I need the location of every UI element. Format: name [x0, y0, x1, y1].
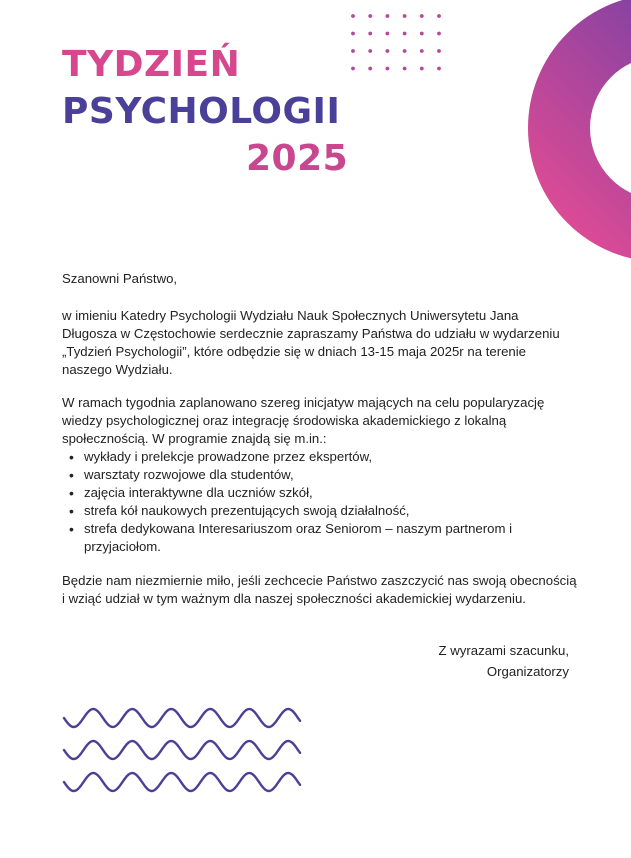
decorative-dot	[437, 49, 441, 53]
decorative-dot	[368, 67, 372, 71]
decorative-waves	[62, 700, 302, 804]
list-item: • wykłady i prelekcje prowadzone przez ekspertów,	[62, 448, 577, 466]
decorative-dot-grid	[349, 12, 441, 74]
decorative-dot	[437, 32, 441, 36]
decorative-dot	[420, 14, 424, 18]
decorative-dot	[403, 14, 407, 18]
decorative-dot	[437, 67, 441, 71]
decorative-dot	[420, 32, 424, 36]
closing-regards: Z wyrazami szacunku,	[438, 643, 569, 658]
greeting: Szanowni Państwo,	[62, 271, 178, 286]
list-item: • strefa dedykowana Interesariuszom oraz Seniorom – naszym partnerom i przyjaciołom.	[62, 520, 577, 556]
list-item: • warsztaty rozwojowe dla studentów,	[62, 466, 577, 484]
decorative-dot	[420, 67, 424, 71]
title-line-psychologii: PSYCHOLOGII	[62, 91, 341, 132]
decorative-dot	[351, 49, 355, 53]
decorative-dot	[386, 49, 390, 53]
paragraph-closing: Będzie nam niezmiernie miło, jeśli zechcecie Państwo zaszczycić nas swoją obecnością i wziąć udział w tym ważnym dla naszej społeczności akademickiej wydarzeniu.	[62, 573, 577, 606]
decorative-dot	[351, 32, 355, 36]
decorative-dot	[351, 67, 355, 71]
decorative-dot	[368, 49, 372, 53]
program-list	[62, 448, 577, 556]
decorative-dot	[403, 49, 407, 53]
decorative-dot	[351, 14, 355, 18]
signature-block	[439, 640, 569, 682]
decorative-dot	[403, 67, 407, 71]
list-item: • zajęcia interaktywne dla uczniów szkół,	[62, 484, 577, 502]
wave-line	[64, 741, 300, 759]
decorative-ring	[462, 0, 631, 262]
decorative-dot	[368, 14, 372, 18]
wave-line	[64, 709, 300, 727]
title-line-year: 2025	[246, 138, 349, 179]
decorative-dot	[386, 67, 390, 71]
decorative-dot	[368, 32, 372, 36]
wave-line	[64, 773, 300, 791]
decorative-dot	[437, 14, 441, 18]
decorative-dot	[386, 32, 390, 36]
paragraph-program: W ramach tygodnia zaplanowano szereg inicjatyw mających na celu popularyzację wiedzy psychologicznej oraz integrację środowiska akademickiego z lokalną społecznością. W programie znajdą się m.in.:	[62, 395, 545, 446]
paragraph-invitation: w imieniu Katedry Psychologii Wydziału Nauk Społecznych Uniwersytetu Jana Długosza w Częstochowie serdecznie zapraszamy Państwa do udziału w wydarzeniu „Tydzień Psychologii”, które odbędzie się w dniach 13-15 maja 2025r na terenie naszego Wydziału.	[62, 308, 560, 377]
decorative-dot	[386, 14, 390, 18]
closing-signatory: Organizatorzy	[486, 664, 569, 679]
list-item: • strefa kół naukowych prezentujących swoją działalność,	[62, 502, 577, 520]
decorative-dot	[420, 49, 424, 53]
title-line-tydzien: TYDZIEŃ	[62, 44, 241, 85]
decorative-dot	[403, 32, 407, 36]
